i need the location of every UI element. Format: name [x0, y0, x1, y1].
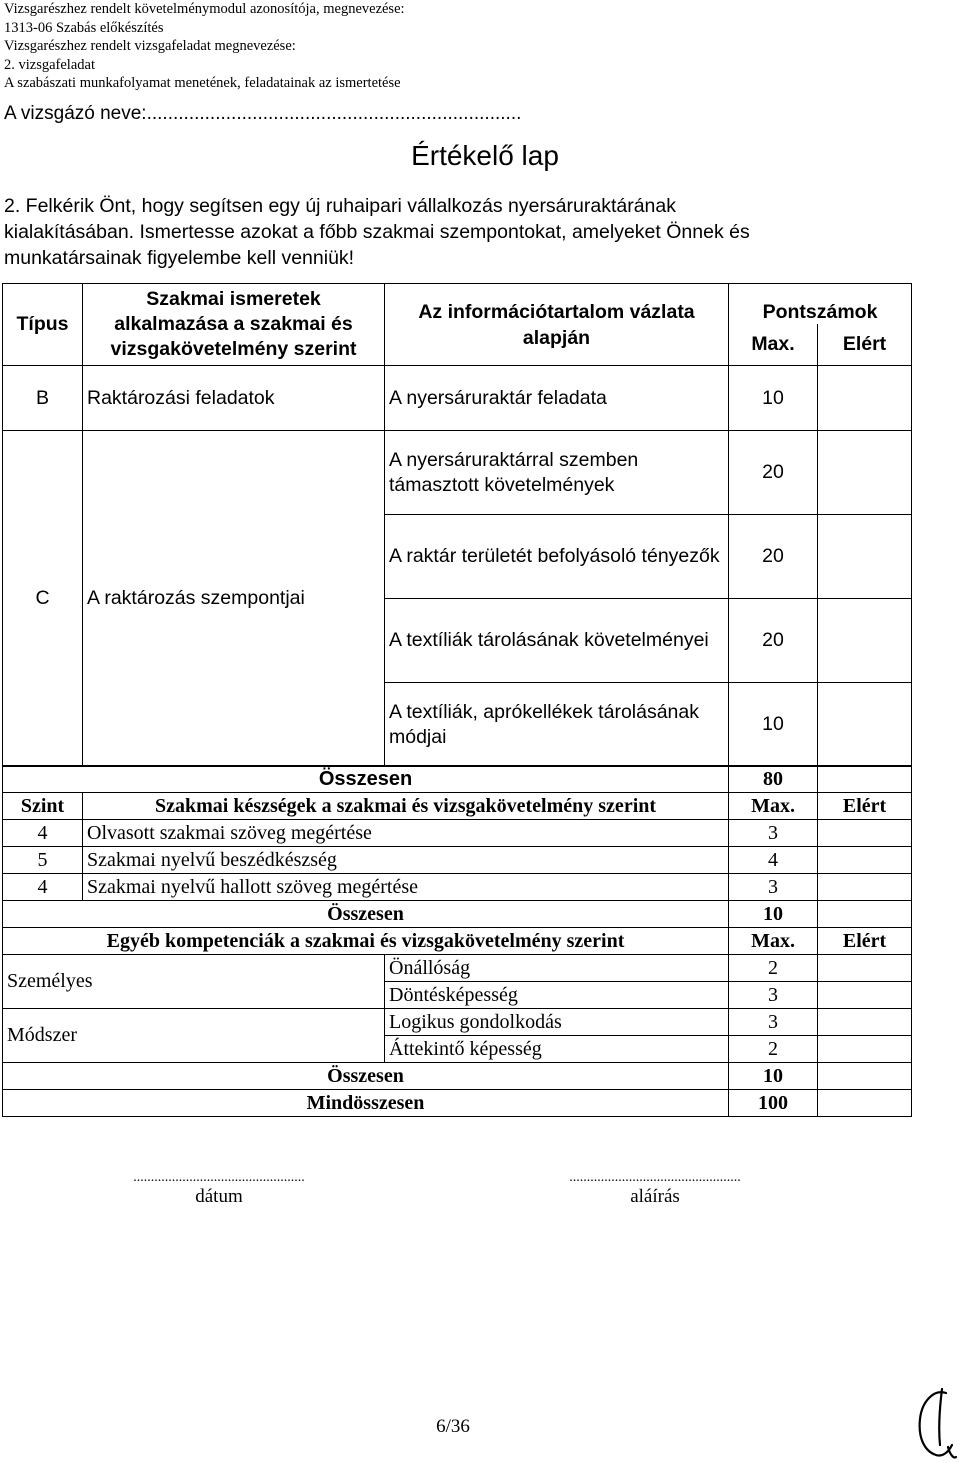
candidate-name-line: A vizsgázó neve:....................................................................... — [4, 103, 522, 124]
row-c-info: A textíliák tárolásának követelményei — [385, 599, 729, 683]
row-b-achieved[interactable] — [818, 366, 912, 431]
other-total-value: 10 — [729, 1063, 818, 1090]
row-c-achieved[interactable] — [818, 683, 912, 767]
competency-table — [2, 765, 912, 1117]
group-name: Módszer — [3, 1009, 385, 1063]
signature-dots: ................................................. — [569, 1170, 741, 1185]
skill-level: 5 — [3, 847, 83, 874]
row-b-info: A nyersáruraktár feladata — [385, 366, 729, 431]
competency-label: Önállóság — [385, 955, 729, 982]
competency-achieved[interactable] — [818, 955, 912, 982]
grand-total-label: Mindösszesen — [3, 1090, 729, 1117]
row-c-info: A textíliák, aprókellékek tárolásának módjai — [385, 683, 729, 767]
skill-level: 4 — [3, 874, 83, 901]
row-c-achieved[interactable] — [818, 431, 912, 515]
competency-max: 3 — [729, 982, 818, 1009]
competency-max: 2 — [729, 1036, 818, 1063]
grand-total-achieved[interactable] — [818, 1090, 912, 1117]
other-max-header: Max. — [729, 928, 818, 955]
row-c-knowledge: A raktározás szempontjai — [83, 431, 385, 767]
skill-label: Olvasott szakmai szöveg megértése — [83, 820, 729, 847]
skills-total-value: 10 — [729, 901, 818, 928]
competency-max: 2 — [729, 955, 818, 982]
header-points: Pontszámok — [729, 284, 912, 324]
header-line: 2. vizsgafeladat — [4, 56, 95, 73]
group-name: Személyes — [3, 955, 385, 1009]
task-line: munkatársainak figyelembe kell venniük! — [4, 247, 355, 269]
competency-max: 3 — [729, 1009, 818, 1036]
signature-label: aláírás — [630, 1186, 680, 1207]
grand-total-value: 100 — [729, 1090, 818, 1117]
skill-max: 3 — [729, 874, 818, 901]
skill-max: 3 — [729, 820, 818, 847]
header-line: Vizsgarészhez rendelt követelménymodul azonosítója, megnevezése: — [4, 1, 405, 17]
task-description — [4, 193, 905, 271]
evaluation-table — [2, 283, 912, 767]
row-c-info: A raktár területét befolyásoló tényezők — [385, 515, 729, 599]
skills-header: Szakmai készségek a szakmai és vizsgakövetelmény szerint — [83, 793, 729, 820]
skills-achieved-header: Elért — [818, 793, 912, 820]
other-total-achieved[interactable] — [818, 1063, 912, 1090]
total-value: 80 — [729, 766, 818, 793]
header-knowledge: Szakmai ismeretek alkalmazása a szakmai és vizsgakövetelmény szerint — [83, 284, 385, 366]
header-line: A szabászati munkafolyamat menetének, feladatainak az ismertetése — [4, 75, 401, 92]
signature-block — [524, 1170, 786, 1208]
header-max: Max. — [729, 324, 818, 366]
skill-label: Szakmai nyelvű beszédkészség — [83, 847, 729, 874]
task-line: 2. Felkérik Önt, hogy segítsen egy új ruhaipari vállalkozás nyersáruraktárának — [4, 195, 676, 217]
date-label: dátum — [195, 1186, 243, 1207]
skill-max: 4 — [729, 847, 818, 874]
skill-achieved[interactable] — [818, 847, 912, 874]
competency-label: Logikus gondolkodás — [385, 1009, 729, 1036]
header-line: 1313-06 Szabás előkészítés — [4, 19, 164, 36]
skill-level: 4 — [3, 820, 83, 847]
other-achieved-header-label: Elért — [842, 929, 887, 952]
row-c-achieved[interactable] — [818, 599, 912, 683]
row-c-achieved[interactable] — [818, 515, 912, 599]
row-c-max: 20 — [729, 431, 818, 515]
row-b-max: 10 — [729, 366, 818, 431]
document-header — [4, 0, 405, 93]
other-total-label: Összesen — [3, 1063, 729, 1090]
task-line: kialakításában. Ismertesse azokat a főbb szakmai szempontokat, amelyeket Önnek és — [4, 221, 750, 243]
competency-achieved[interactable] — [818, 982, 912, 1009]
skills-max-header: Max. — [729, 793, 818, 820]
header-type: Típus — [3, 284, 83, 366]
skill-achieved[interactable] — [818, 874, 912, 901]
competency-achieved[interactable] — [818, 1009, 912, 1036]
header-achieved: Elért — [818, 324, 912, 366]
skills-total-achieved[interactable] — [818, 901, 912, 928]
row-b-knowledge: Raktározási feladatok — [83, 366, 385, 431]
skills-total-label: Összesen — [3, 901, 729, 928]
handwritten-mark-icon — [912, 1385, 958, 1463]
date-signature-block — [88, 1170, 350, 1208]
page-number: 6/36 — [436, 1416, 470, 1437]
competency-label: Döntésképesség — [385, 982, 729, 1009]
other-achieved-header — [818, 928, 912, 955]
total-achieved[interactable] — [818, 766, 912, 793]
skills-level-header: Szint — [3, 793, 83, 820]
skill-achieved[interactable] — [818, 820, 912, 847]
header-line: Vizsgarészhez rendelt vizsgafeladat megnevezése: — [4, 38, 296, 55]
row-c-info: A nyersáruraktárral szemben támasztott követelmények — [385, 431, 729, 515]
row-c-max: 10 — [729, 683, 818, 767]
row-c-max: 20 — [729, 599, 818, 683]
row-c-max: 20 — [729, 515, 818, 599]
row-c-type: C — [3, 431, 83, 767]
competency-label: Áttekintő képesség — [385, 1036, 729, 1063]
competency-achieved[interactable] — [818, 1036, 912, 1063]
page-title: Értékelő lap — [411, 140, 559, 171]
row-b-type: B — [3, 366, 83, 431]
header-info: Az információtartalom vázlata alapján — [385, 284, 729, 366]
skill-label: Szakmai nyelvű hallott szöveg megértése — [83, 874, 729, 901]
other-header: Egyéb kompetenciák a szakmai és vizsgakövetelmény szerint — [3, 928, 729, 955]
date-dots: ................................................. — [133, 1170, 305, 1185]
total-label: Összesen — [3, 766, 729, 793]
